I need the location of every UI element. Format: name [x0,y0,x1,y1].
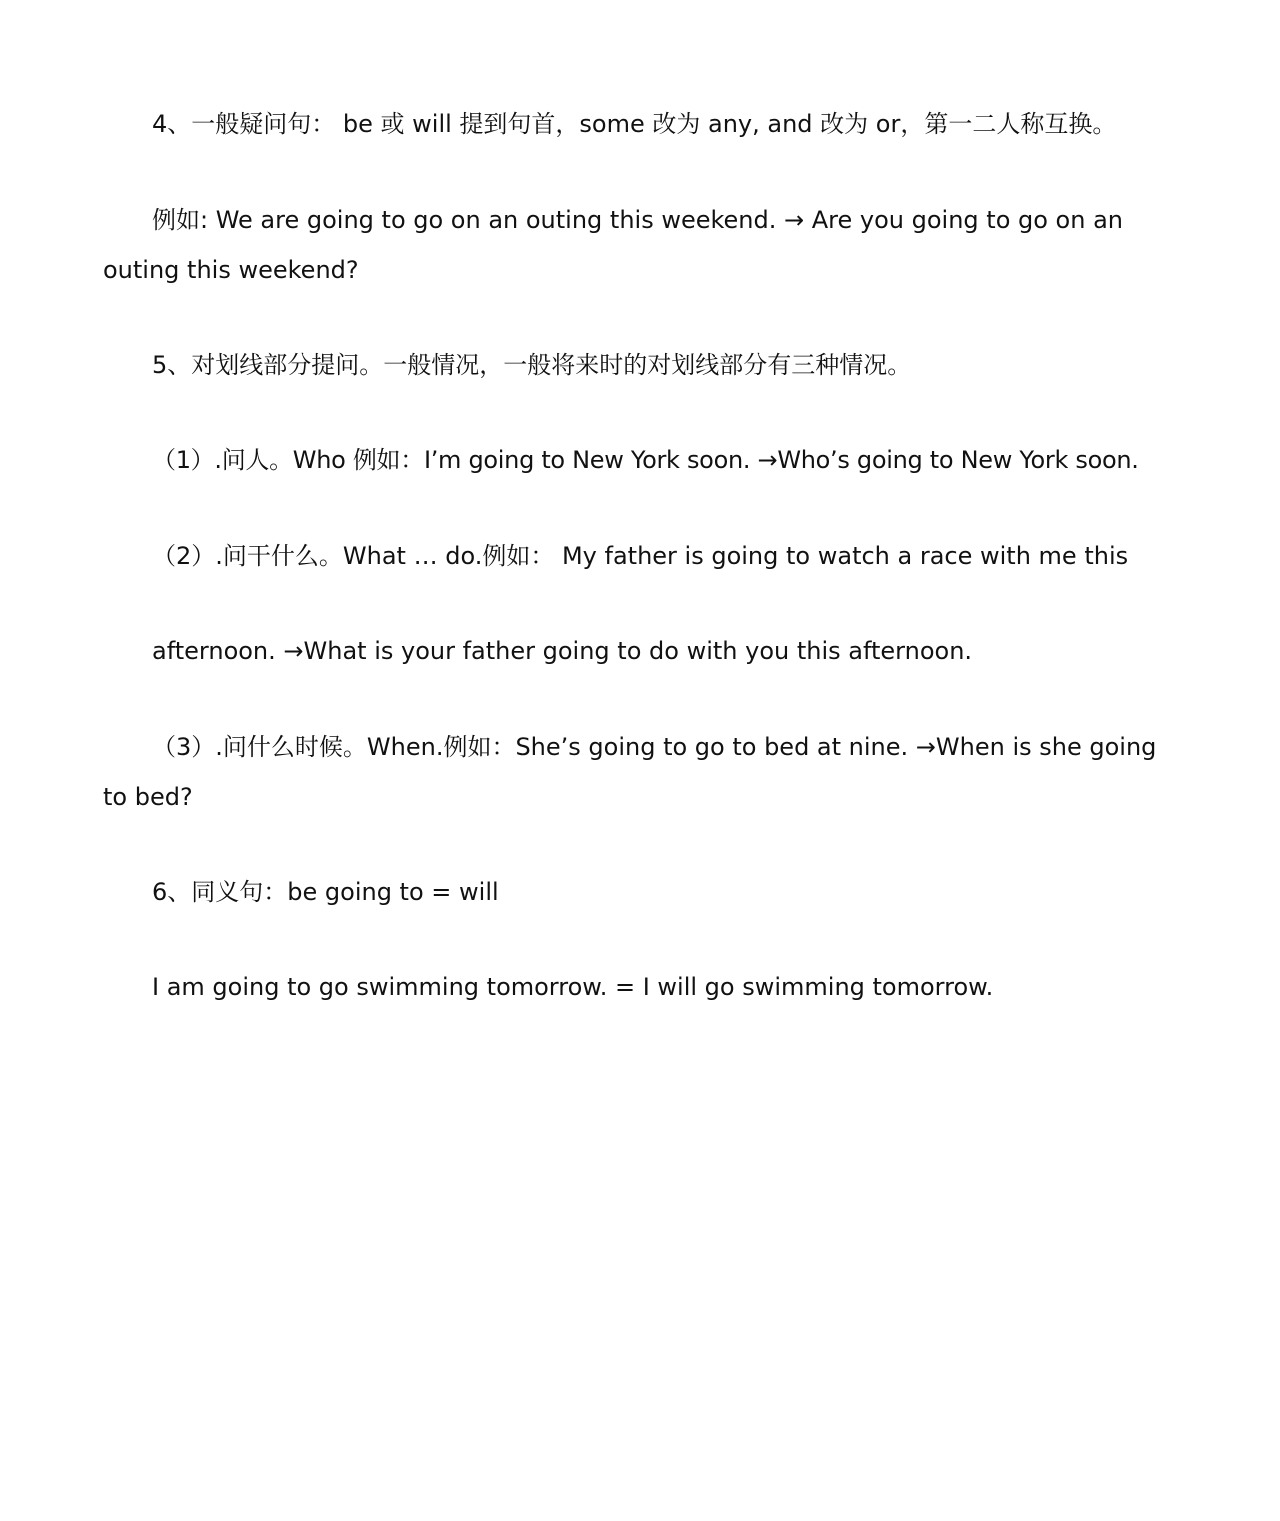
paragraph-ask-what-do: （2）.问干什么。What … do.例如： My father is going to watch a race with me this [152,542,1129,570]
paragraph-ask-what-do-continued: afternoon. →What is your father going to do with you this afternoon. [152,637,973,665]
paragraph-synonym-sentence: 6、同义句：be going to = will [152,878,499,906]
paragraph-underline-question: 5、对划线部分提问。一般情况，一般将来时的对划线部分有三种情况。 [152,351,912,379]
paragraph-general-question-example: 例如: We are going to go on an outing this weekend. → Are you going to go on an outing this weekend? [103,206,1124,284]
paragraph-ask-person: （1）.问人。Who 例如：I’m going to New York soon. →Who’s going to New York soon. [152,446,1139,474]
paragraph-general-question: 4、一般疑问句： be 或 will 提到句首，some 改为 any, and 改为 or，第一二人称互换。 [152,110,1117,138]
paragraph-synonym-example: I am going to go swimming tomorrow. = I will go swimming tomorrow. [152,973,994,1001]
paragraph-ask-when: （3）.问什么时候。When.例如：She’s going to go to bed at nine. →When is she going to bed? [103,733,1157,811]
